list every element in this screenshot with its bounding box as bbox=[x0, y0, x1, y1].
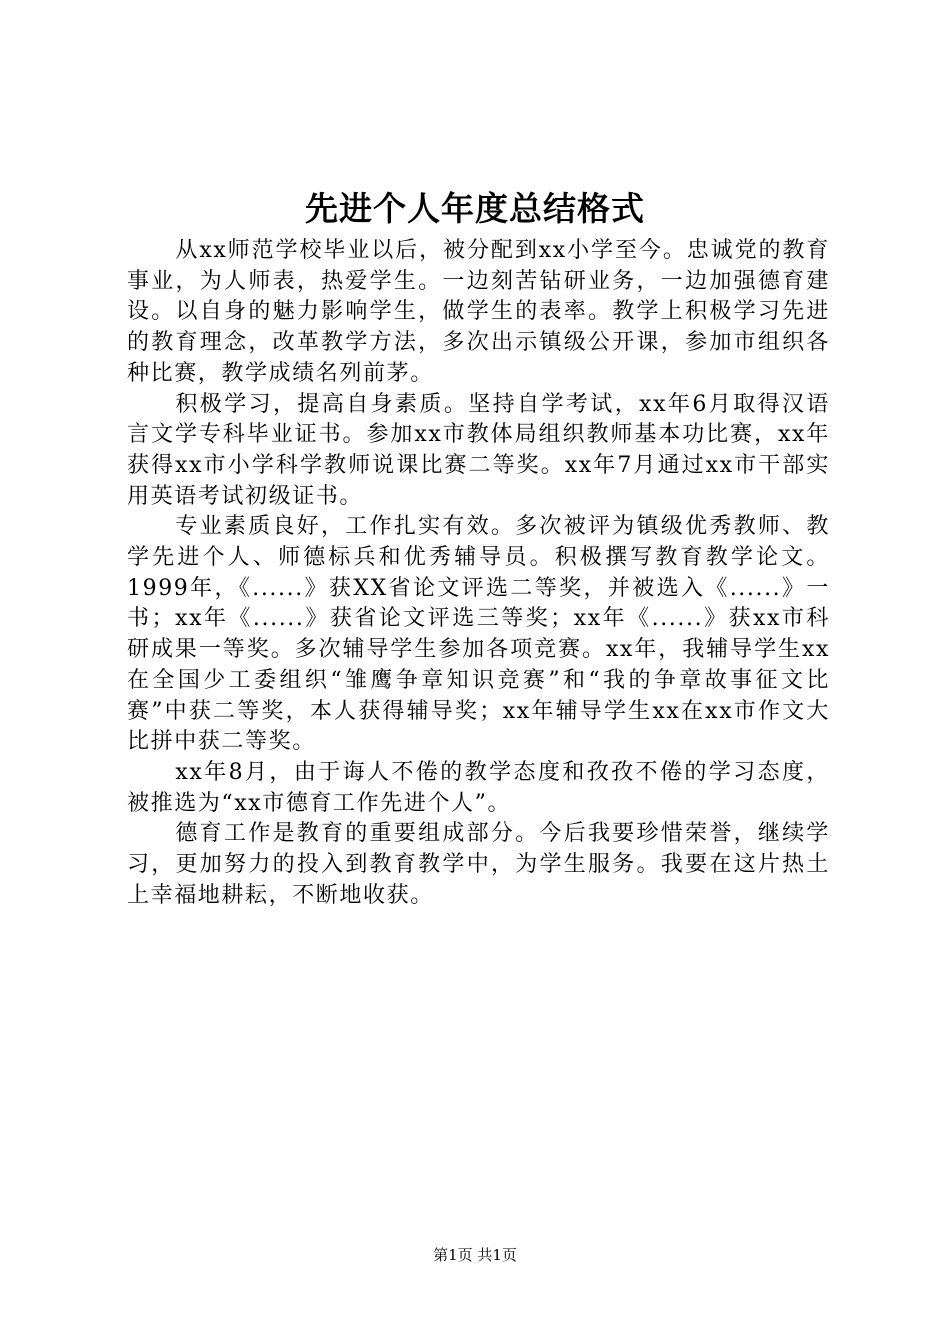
paragraph-5: 德育工作是教育的重要组成部分。今后我要珍惜荣誉，继续学习，更加努力的投入到教育教学中，为学生服务。我要在这片热土上幸福地耕耘，不断地收获。 bbox=[127, 821, 830, 908]
paragraph-4: xx年8月，由于诲人不倦的教学态度和孜孜不倦的学习态度，被推选为“xx市德育工作先进个人”。 bbox=[127, 759, 830, 816]
document-body bbox=[127, 236, 830, 911]
paragraph-2: 积极学习，提高自身素质。坚持自学考试，xx年6月取得汉语言文学专科毕业证书。参加xx市教体局组织教师基本功比赛，xx年获得xx市小学科学教师说课比赛二等奖。xx年7月通过xx市干部实用英语考试初级证书。 bbox=[127, 391, 830, 509]
paragraph-3: 专业素质良好，工作扎实有效。多次被评为镇级优秀教师、教学先进个人、师德标兵和优秀辅导员。积极撰写教育教学论文。1999年，《......》获XX省论文评选二等奖，并被选入《......》一书；xx年《......》获省论文评选三等奖；xx年《......》获xx市科研成果一等奖。多次辅导学生参加各项竞赛。xx年，我辅导学生xx在全国少工委组织“雏鹰争章知识竞赛”和“我的争章故事征文比赛”中获二等奖，本人获得辅导奖；xx年辅导学生xx在xx市作文大比拼中获二等奖。 bbox=[127, 514, 830, 755]
page-footer: 第1页 共1页 bbox=[433, 1246, 517, 1264]
paragraph-1: 从xx师范学校毕业以后，被分配到xx小学至今。忠诚党的教育事业，为人师表，热爱学生。一边刻苦钻研业务，一边加强德育建设。以自身的魅力影响学生，做学生的表率。教学上积极学习先进的教育理念，改革教学方法，多次出示镇级公开课，参加市组织各种比赛，教学成绩名列前茅。 bbox=[127, 238, 830, 386]
document-title: 先进个人年度总结格式 bbox=[305, 189, 645, 228]
